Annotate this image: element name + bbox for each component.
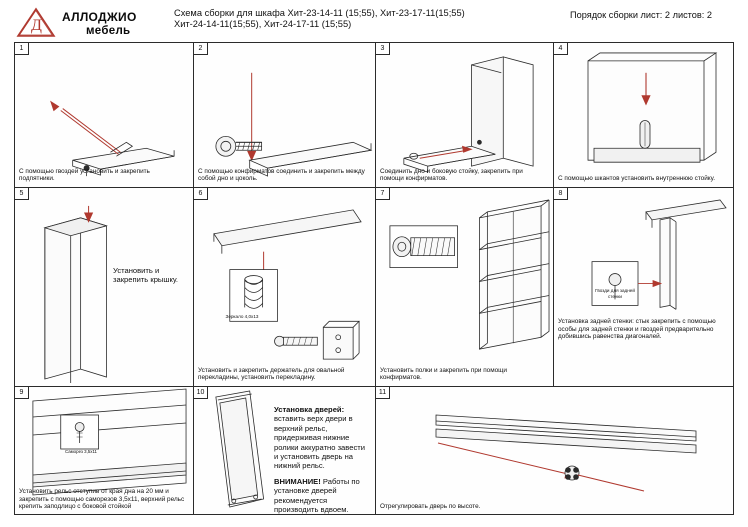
step-cell-11 (376, 387, 733, 515)
door-warning-title: ВНИМАНИЕ! (274, 477, 321, 486)
step-cell-7 (376, 188, 554, 387)
door-install-title: Установка дверей: (274, 405, 345, 414)
step-caption: Отрегулировать дверь по высоте. (380, 503, 481, 511)
step-number: 6 (194, 188, 208, 200)
door-install-body: вставить верх двери в верхний рельс, придерживая нижние ролики аккуратно завести и установить дверь на нижний рельс. (274, 414, 365, 471)
step-illustration-inner-post-dowels (554, 43, 733, 187)
step-caption: С помощью конфирматов соединить и закрепить между собой дно и цоколь. (198, 167, 365, 183)
title-line-1: Схема сборки для шкафа Хит-23-14-11 (15;55), Хит-23-17-11(15;55) (174, 8, 465, 18)
step-caption: Установить полки и закрепить при помощи конфирматов. (380, 366, 508, 382)
step-illustration-bottom-side-panel (376, 43, 553, 187)
company-logo-icon (14, 6, 60, 40)
page-title (174, 8, 564, 30)
brand-name (62, 10, 137, 38)
step-cell-1 (15, 43, 194, 188)
step-number: 3 (376, 43, 390, 55)
sheet-info: Порядок сборки лист: 2 листов: 2 (570, 10, 712, 20)
screw-label: Саморез 3,5х11 (65, 449, 97, 454)
step-number: 10 (194, 387, 208, 399)
door-install-text (274, 405, 370, 471)
step-number: 4 (554, 43, 568, 55)
step-cell-8 (554, 188, 733, 387)
step-illustration-rail-holder (194, 188, 375, 386)
step-cell-3 (376, 43, 554, 188)
header (14, 6, 734, 40)
step-illustration-back-wall-install (554, 188, 733, 386)
rail-holder-label: Зеркало 4,0х13 (225, 314, 259, 319)
step-caption: Установить и закрепить держатель для овальной перекладины, установить перекладину. (198, 366, 345, 382)
step-caption: С помощью шкантов установить внутреннюю стойку. (558, 175, 715, 183)
step-cell-4 (554, 43, 733, 188)
step-number: 9 (15, 387, 29, 399)
step-number: 7 (376, 188, 390, 200)
svg-text:Д: Д (31, 17, 42, 34)
step-illustration-confirmat-screw-base (194, 43, 375, 187)
step-cell-5 (15, 188, 194, 387)
door-warning-body: Работы по установке дверей рекомендуется производить вдвоем. (274, 477, 360, 515)
brand-line-2: мебель (86, 25, 131, 37)
step-illustration-shelves-confirmat (376, 188, 553, 386)
step-cell-2 (194, 43, 376, 188)
step-illustration-top-panel-install (15, 188, 193, 386)
step-number: 5 (15, 188, 29, 200)
step-number: 8 (554, 188, 568, 200)
step-caption: С помощью гвоздей установить и закрепить подпятники. (19, 167, 150, 183)
title-line-2: Хит-24-14-11(15;55), Хит-24-17-11 (15;55) (174, 19, 352, 29)
step-number: 11 (376, 387, 390, 399)
brand-line-1: АЛЛОДЖИО (62, 10, 137, 24)
step-cell-6 (194, 188, 376, 387)
steps-grid (14, 42, 734, 515)
step-caption: Установить и закрепить крышку. (113, 266, 179, 285)
step-number: 2 (194, 43, 208, 55)
step-illustration-nail-glide-bracket (15, 43, 193, 187)
step-cell-10 (194, 387, 376, 515)
back-wall-nail-label: Гвозди для задней стенки (595, 288, 635, 299)
step-caption: Установка задней стенки: стык закрепить с помощью особы для задней стенки и гвоздей предварительно добившись равенства диагоналей. (558, 318, 716, 341)
step-caption: Соединить дно и боковую стойку, закрепить при помощи конфирматов. (380, 167, 523, 183)
door-warning-text (274, 477, 370, 515)
step-number: 1 (15, 43, 29, 55)
step-cell-9 (15, 387, 194, 515)
step-illustration-door-adjust (376, 387, 733, 515)
step-caption: Установить рельс отступив от края дна на 20 мм и закрепить с помощью саморезов 3,5х11, верхний рельс крепить заподлицо с боковой стойкой (19, 488, 185, 511)
